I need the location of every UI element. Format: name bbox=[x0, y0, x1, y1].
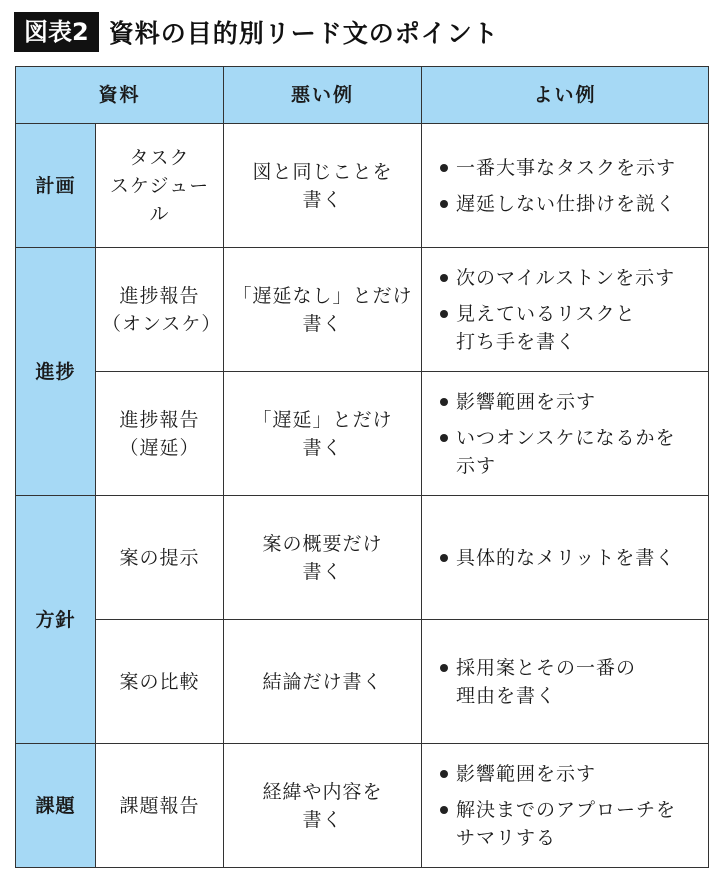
bad-example-line: 書く bbox=[302, 312, 343, 335]
bad-example-cell bbox=[224, 124, 422, 248]
bad-example-line: 案の概要だけ bbox=[262, 532, 383, 555]
sub-material-line: 進捗報告 bbox=[119, 284, 200, 307]
bad-example-line: 経緯や内容を bbox=[262, 780, 383, 803]
good-example-cell bbox=[422, 372, 709, 496]
bad-example-line: 書く bbox=[302, 808, 343, 831]
bullet-item bbox=[440, 154, 698, 182]
category-issue: 課題 bbox=[16, 744, 96, 868]
bad-example-cell bbox=[224, 744, 422, 868]
bullet-line: 一番大事なタスクを示す bbox=[456, 156, 677, 179]
sub-material-cell bbox=[96, 496, 224, 620]
header-material: 資料 bbox=[16, 67, 224, 124]
table-row bbox=[16, 372, 709, 496]
good-example-cell bbox=[422, 620, 709, 744]
bullet-item bbox=[440, 264, 698, 292]
sub-material-line: （オンスケ） bbox=[102, 312, 222, 335]
bad-example-line: 結論だけ書く bbox=[262, 670, 383, 693]
bullet-line: 解決までのアプローチを bbox=[456, 798, 677, 821]
sub-material-line: 課題報告 bbox=[119, 794, 200, 817]
bad-example-cell bbox=[224, 248, 422, 372]
table-row bbox=[16, 124, 709, 248]
bullet-line: 影響範囲を示す bbox=[456, 762, 597, 785]
figure-title: 資料の目的別リード文のポイント bbox=[108, 19, 499, 48]
bullet-line: 示す bbox=[456, 454, 497, 477]
table-row bbox=[16, 744, 709, 868]
bullet-line: 具体的なメリットを書く bbox=[456, 546, 676, 569]
table-row bbox=[16, 496, 709, 620]
sub-material-cell bbox=[96, 248, 224, 372]
sub-material-cell bbox=[96, 124, 224, 248]
sub-material-line: 案の比較 bbox=[119, 670, 200, 693]
figure-label: 図表2 bbox=[14, 12, 99, 52]
bullet-line: 採用案とその一番の bbox=[456, 656, 637, 679]
bullet-line: 打ち手を書く bbox=[456, 330, 577, 353]
bullet-item bbox=[440, 300, 698, 356]
bullet-item bbox=[440, 190, 698, 218]
bad-example-line: 「遅延なし」とだけ bbox=[232, 284, 413, 307]
good-example-cell bbox=[422, 124, 709, 248]
bullet-item bbox=[440, 424, 698, 480]
points-table bbox=[15, 66, 709, 868]
sub-material-line: 案の提示 bbox=[119, 546, 200, 569]
bullet-item bbox=[440, 760, 698, 788]
header-row bbox=[16, 67, 709, 124]
sub-material-line: タスク bbox=[129, 146, 190, 169]
bad-example-line: 「遅延」とだけ bbox=[252, 408, 393, 431]
good-example-cell bbox=[422, 744, 709, 868]
category-plan: 計画 bbox=[16, 124, 96, 248]
bullet-item bbox=[440, 388, 698, 416]
figure-title-row bbox=[14, 12, 499, 52]
bad-example-line: 図と同じことを bbox=[252, 160, 393, 183]
bullet-line: 影響範囲を示す bbox=[456, 390, 597, 413]
bad-example-cell bbox=[224, 620, 422, 744]
bullet-line: 次のマイルストンを示す bbox=[456, 266, 676, 289]
header-bad: 悪い例 bbox=[224, 67, 422, 124]
sub-material-cell bbox=[96, 744, 224, 868]
bullet-line: サマリする bbox=[456, 826, 557, 849]
table-row bbox=[16, 620, 709, 744]
good-example-cell bbox=[422, 496, 709, 620]
bullet-item bbox=[440, 544, 698, 572]
sub-material-line: （遅延） bbox=[119, 436, 200, 459]
good-example-cell bbox=[422, 248, 709, 372]
bad-example-line: 書く bbox=[302, 436, 343, 459]
bullet-item bbox=[440, 796, 698, 852]
sub-material-line: スケジュール bbox=[109, 174, 210, 225]
category-policy: 方針 bbox=[16, 496, 96, 744]
bad-example-cell bbox=[224, 496, 422, 620]
sub-material-cell bbox=[96, 620, 224, 744]
bullet-line: いつオンスケになるかを bbox=[456, 426, 676, 449]
bad-example-line: 書く bbox=[302, 560, 343, 583]
bullet-line: 理由を書く bbox=[456, 684, 557, 707]
bullet-item bbox=[440, 654, 698, 710]
table-row bbox=[16, 248, 709, 372]
bad-example-line: 書く bbox=[302, 188, 343, 211]
bullet-line: 遅延しない仕掛けを説く bbox=[456, 192, 677, 215]
category-progress: 進捗 bbox=[16, 248, 96, 496]
sub-material-cell bbox=[96, 372, 224, 496]
header-good: よい例 bbox=[422, 67, 709, 124]
bullet-line: 見えているリスクと bbox=[456, 302, 636, 325]
bad-example-cell bbox=[224, 372, 422, 496]
sub-material-line: 進捗報告 bbox=[119, 408, 200, 431]
